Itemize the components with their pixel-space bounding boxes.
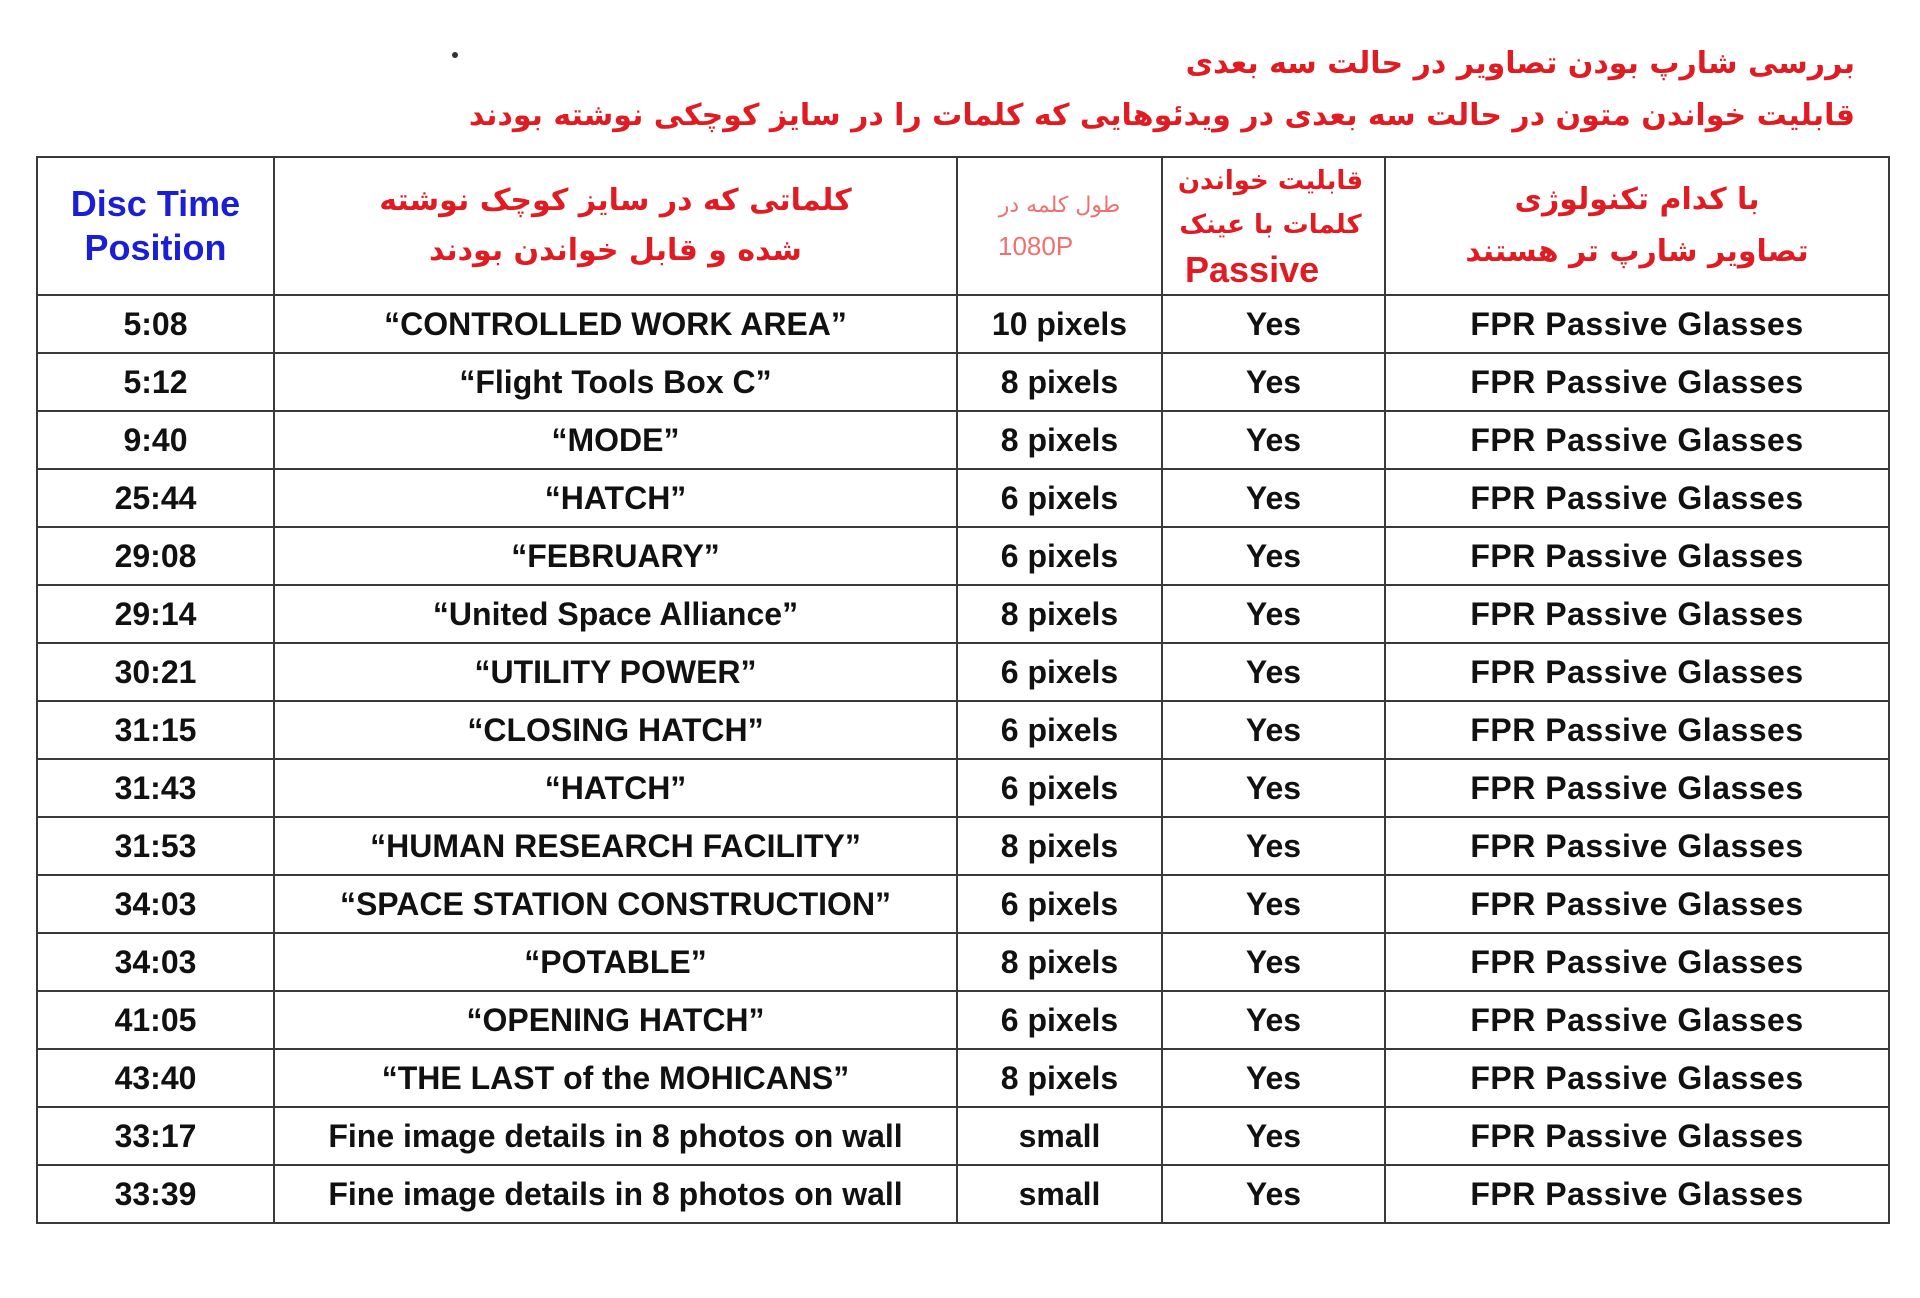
cell-length: 8 pixels (957, 817, 1162, 875)
cell-time: 5:08 (37, 295, 274, 353)
cell-length: 8 pixels (957, 353, 1162, 411)
header-row (37, 157, 1889, 295)
cell-time: 41:05 (37, 991, 274, 1049)
cell-technology: FPR Passive Glasses (1385, 759, 1889, 817)
cell-length: small (957, 1107, 1162, 1165)
header-technology (1385, 157, 1889, 295)
cell-words: “UTILITY POWER” (274, 643, 957, 701)
cell-technology: FPR Passive Glasses (1385, 991, 1889, 1049)
cell-length: 6 pixels (957, 701, 1162, 759)
cell-words: Fine image details in 8 photos on wall (274, 1107, 957, 1165)
cell-words: “HUMAN RESEARCH FACILITY” (274, 817, 957, 875)
cell-words: “SPACE STATION CONSTRUCTION” (274, 875, 957, 933)
cell-words: “MODE” (274, 411, 957, 469)
cell-time: 34:03 (37, 875, 274, 933)
header-tech-line-1: با کدام تکنولوژی (1514, 182, 1760, 217)
cell-technology: FPR Passive Glasses (1385, 295, 1889, 353)
cell-technology: FPR Passive Glasses (1385, 1049, 1889, 1107)
cell-time: 31:15 (37, 701, 274, 759)
cell-readable: Yes (1162, 991, 1385, 1049)
header-length (957, 157, 1162, 295)
cell-length: 10 pixels (957, 295, 1162, 353)
header-length-line-2: 1080P (998, 231, 1074, 261)
header-readable-line-1: قابلیت خواندن (1177, 166, 1364, 196)
cell-words: “CLOSING HATCH” (274, 701, 957, 759)
cell-time: 33:39 (37, 1165, 274, 1223)
cell-readable: Yes (1162, 1107, 1385, 1165)
cell-readable: Yes (1162, 875, 1385, 933)
header-readable-line-3: Passive (1185, 249, 1320, 290)
header-words-line-2: شده و قابل خواندن بودند (429, 233, 802, 268)
table-row (37, 643, 1889, 701)
table-row (37, 353, 1889, 411)
cell-length: 8 pixels (957, 933, 1162, 991)
cell-length: small (957, 1165, 1162, 1223)
header-tech-line-2: تصاویر شارپ تر هستند (1465, 234, 1809, 269)
readability-table (36, 156, 1890, 1224)
cell-length: 8 pixels (957, 1049, 1162, 1107)
cell-readable: Yes (1162, 759, 1385, 817)
cell-technology: FPR Passive Glasses (1385, 411, 1889, 469)
table-row (37, 933, 1889, 991)
cell-words: “HATCH” (274, 759, 957, 817)
cell-length: 6 pixels (957, 991, 1162, 1049)
cell-time: 29:14 (37, 585, 274, 643)
intro-line-1: بررسی شارپ بودن تصاویر در حالت سه بعدی (1185, 46, 1855, 81)
cell-readable: Yes (1162, 643, 1385, 701)
table-row (37, 759, 1889, 817)
header-disc-time (37, 157, 274, 295)
cell-words: “CONTROLLED WORK AREA” (274, 295, 957, 353)
table-row (37, 817, 1889, 875)
intro-heading (355, 38, 1855, 142)
cell-time: 9:40 (37, 411, 274, 469)
table-row (37, 1107, 1889, 1165)
cell-readable: Yes (1162, 295, 1385, 353)
cell-readable: Yes (1162, 701, 1385, 759)
cell-length: 6 pixels (957, 469, 1162, 527)
cell-time: 25:44 (37, 469, 274, 527)
table-row (37, 1165, 1889, 1223)
table-row (37, 701, 1889, 759)
cell-readable: Yes (1162, 933, 1385, 991)
cell-length: 8 pixels (957, 585, 1162, 643)
cell-length: 6 pixels (957, 527, 1162, 585)
header-readable (1162, 157, 1385, 295)
cell-technology: FPR Passive Glasses (1385, 353, 1889, 411)
cell-words: “THE LAST of the MOHICANS” (274, 1049, 957, 1107)
cell-readable: Yes (1162, 585, 1385, 643)
table-row (37, 991, 1889, 1049)
cell-length: 8 pixels (957, 411, 1162, 469)
cell-readable: Yes (1162, 817, 1385, 875)
cell-words: “Flight Tools Box C” (274, 353, 957, 411)
cell-readable: Yes (1162, 527, 1385, 585)
cell-technology: FPR Passive Glasses (1385, 701, 1889, 759)
cell-technology: FPR Passive Glasses (1385, 1165, 1889, 1223)
cell-time: 29:08 (37, 527, 274, 585)
cell-length: 6 pixels (957, 643, 1162, 701)
cell-readable: Yes (1162, 1165, 1385, 1223)
table-body (37, 295, 1889, 1223)
cell-readable: Yes (1162, 469, 1385, 527)
header-words (274, 157, 957, 295)
cell-words: “United Space Alliance” (274, 585, 957, 643)
table-row (37, 875, 1889, 933)
cell-time: 33:17 (37, 1107, 274, 1165)
cell-readable: Yes (1162, 1049, 1385, 1107)
header-words-line-1: کلماتی که در سایز کوچک نوشته (379, 183, 852, 218)
cell-time: 31:53 (37, 817, 274, 875)
cell-words: “OPENING HATCH” (274, 991, 957, 1049)
cell-words: “FEBRUARY” (274, 527, 957, 585)
cell-technology: FPR Passive Glasses (1385, 933, 1889, 991)
cell-time: 34:03 (37, 933, 274, 991)
cell-time: 30:21 (37, 643, 274, 701)
cell-readable: Yes (1162, 411, 1385, 469)
table-row (37, 527, 1889, 585)
cell-time: 5:12 (37, 353, 274, 411)
cell-time: 43:40 (37, 1049, 274, 1107)
header-readable-line-2: کلمات با عینک (1179, 210, 1362, 240)
intro-line-2: قابلیت خواندن متون در حالت سه بعدی در ویدئوهایی که کلمات را در سایز کوچکی نوشته بودند (468, 98, 1855, 133)
cell-length: 6 pixels (957, 759, 1162, 817)
table-row (37, 411, 1889, 469)
cell-words: Fine image details in 8 photos on wall (274, 1165, 957, 1223)
cell-words: “HATCH” (274, 469, 957, 527)
cell-technology: FPR Passive Glasses (1385, 527, 1889, 585)
cell-readable: Yes (1162, 353, 1385, 411)
table-row (37, 295, 1889, 353)
cell-technology: FPR Passive Glasses (1385, 585, 1889, 643)
header-disc-line-2: Position (84, 227, 227, 268)
header-length-line-1: طول کلمه در (998, 193, 1121, 218)
cell-technology: FPR Passive Glasses (1385, 469, 1889, 527)
cell-technology: FPR Passive Glasses (1385, 817, 1889, 875)
cell-time: 31:43 (37, 759, 274, 817)
cell-technology: FPR Passive Glasses (1385, 1107, 1889, 1165)
stray-dot (452, 52, 458, 58)
cell-length: 6 pixels (957, 875, 1162, 933)
table-row (37, 1049, 1889, 1107)
cell-technology: FPR Passive Glasses (1385, 875, 1889, 933)
cell-words: “POTABLE” (274, 933, 957, 991)
table-row (37, 469, 1889, 527)
header-disc-line-1: Disc Time (70, 183, 241, 224)
table-row (37, 585, 1889, 643)
cell-technology: FPR Passive Glasses (1385, 643, 1889, 701)
